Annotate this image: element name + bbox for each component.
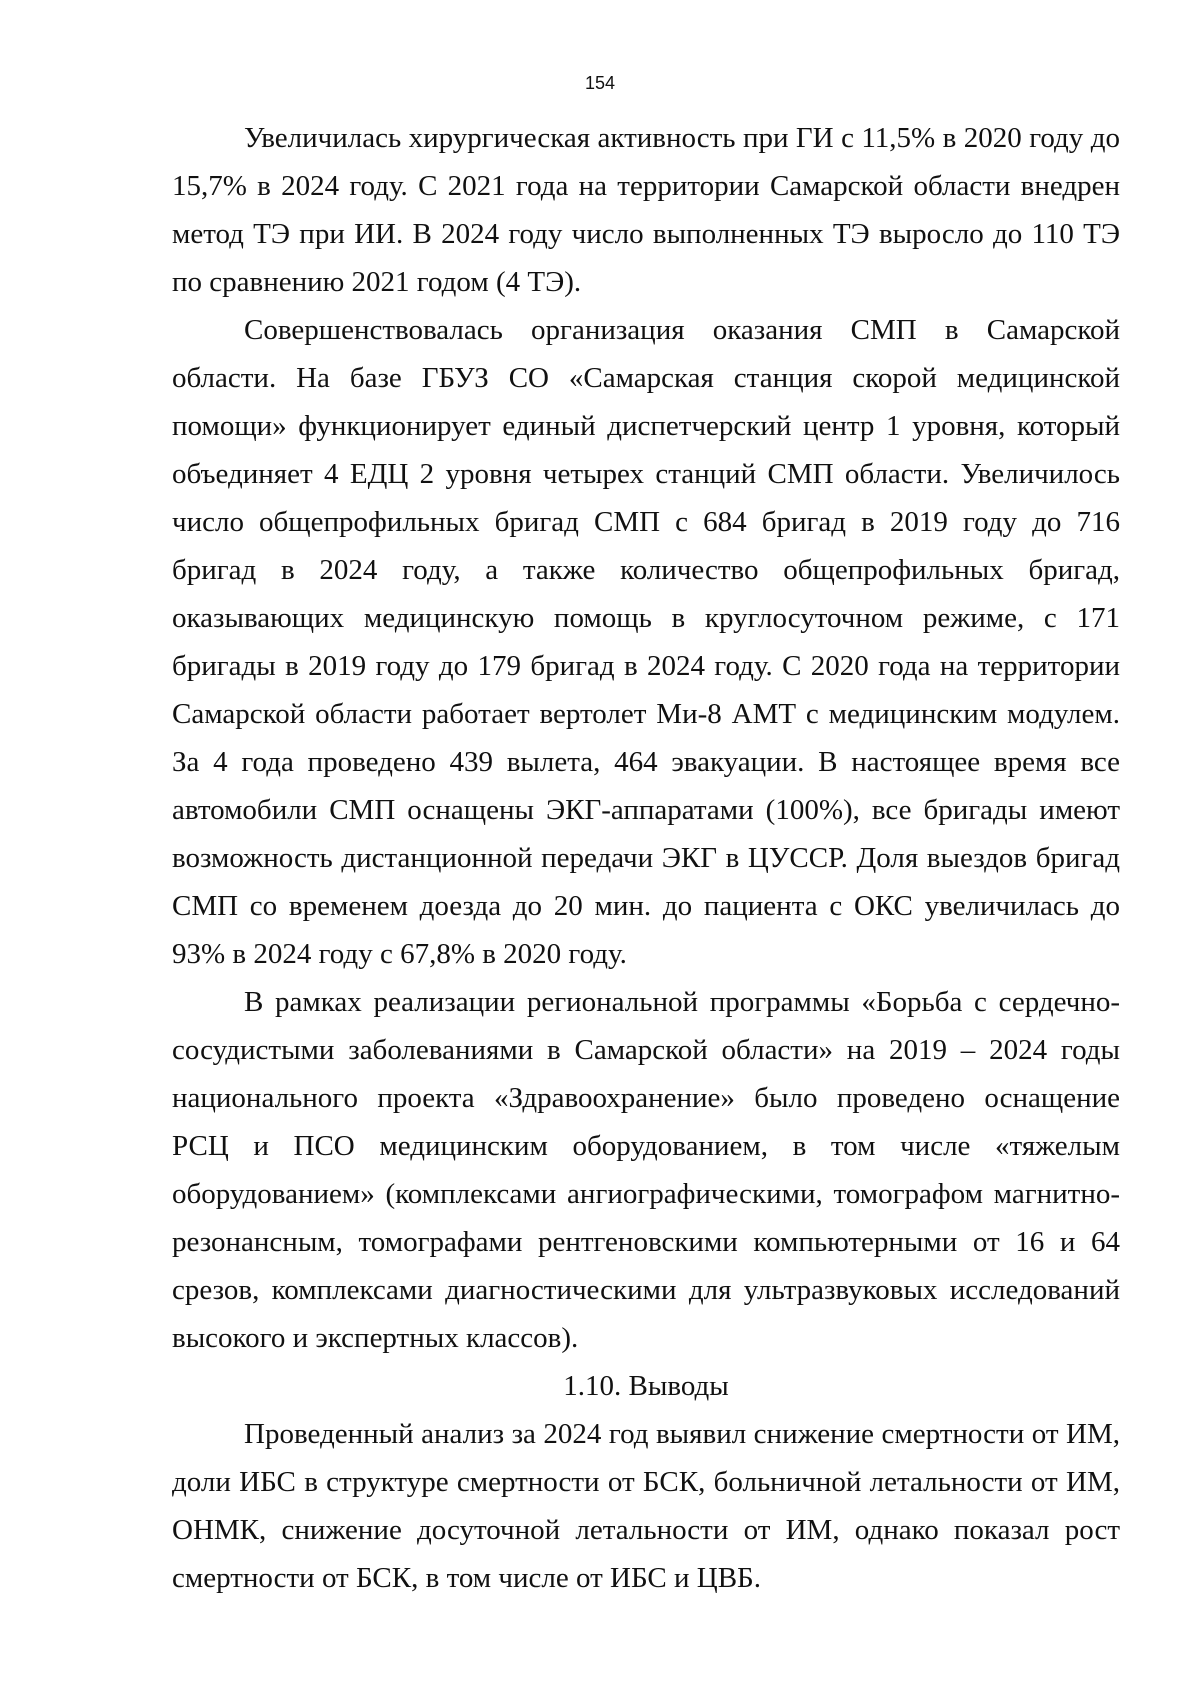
paragraph-surgical-activity: Увеличилась хирургическая активность при ГИ с 11,5% в 2020 году до 15,7% в 2024 году. С 2021 года на территории Самарской области внедрен метод ТЭ при ИИ. В 2024 году число выполненных ТЭ выросло до 110 ТЭ по сравнению 2021 годом (4 ТЭ).: [172, 122, 1120, 298]
page-number: 154: [584, 73, 616, 93]
paragraph-emergency-care: Совершенствовалась организация оказания СМП в Самарской области. На базе ГБУЗ СО «Самарская станция скорой медицинской помощи» функционирует единый диспетчерский центр 1 уровня, который объединяет 4 ЕДЦ 2 уровня четырех станций СМП области. Увеличилось число общепрофильных бригад СМП с 684 бригад в 2019 году до 716 бригад в 2024 году, а также количество общепрофильных бригад, оказывающих медицинскую помощь в круглосуточном режиме, с 171 бригады в 2019 году до 179 бригад в 2024 году. С 2020 года на территории Самарской области работает вертолет Ми-8 АМТ с медицинским модулем. За 4 года проведено 439 вылета, 464 эвакуации. В настоящее время все автомобили СМП оснащены ЭКГ-аппаратами (100%), все бригады имеют возможность дистанционной передачи ЭКГ в ЦУССР. Доля выездов бригад СМП со временем доезда до 20 мин. до пациента с ОКС увеличилась до 93% в 2024 году с 67,8% в 2020 году.: [172, 314, 1120, 970]
paragraph-equipment: В рамках реализации региональной программы «Борьба с сердечно-сосудистыми заболеваниями в Самарской области» на 2019 – 2024 годы национального проекта «Здравоохранение» было проведено оснащение РСЦ и ПСО медицинским оборудованием, в том числе «тяжелым оборудованием» (комплексами ангиографическими, томографом магнитно-резонансным, томографами рентгеновскими компьютерными от 16 и 64 срезов, комплексами диагностическими для ультразвуковых исследований высокого и экспертных классов).: [172, 986, 1120, 1354]
paragraph-conclusions: Проведенный анализ за 2024 год выявил снижение смертности от ИМ, доли ИБС в структуре смертности от БСК, больничной летальности от ИМ, ОНМК, снижение досуточной летальности от ИМ, однако показал рост смертности от БСК, в том числе от ИБС и ЦВБ.: [172, 1418, 1120, 1594]
section-heading-conclusions: 1.10. Выводы: [563, 1370, 729, 1402]
body-text: [172, 114, 1120, 1602]
